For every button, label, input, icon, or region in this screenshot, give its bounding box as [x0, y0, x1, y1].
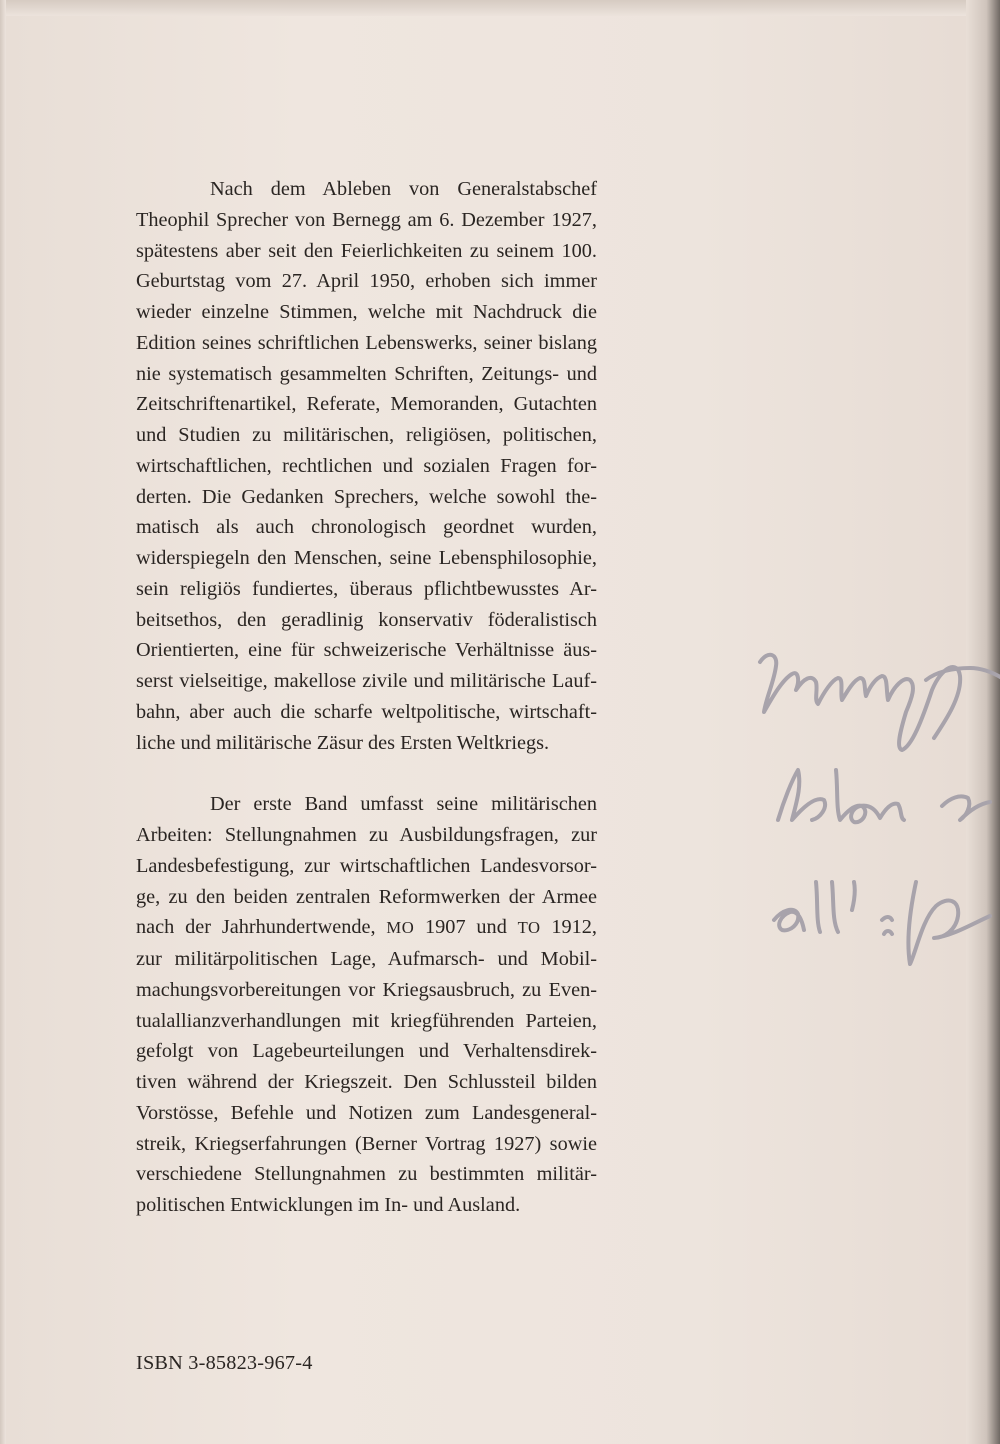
text-line: derten. Die Gedanken Sprechers, welche sowohl the- [136, 485, 597, 508]
text-line: sein religiös fundiertes, überaus pflichtbewusstes Ar- [136, 577, 597, 600]
blurb-paragraph-2 [136, 789, 597, 1221]
text-line: Nach dem Ableben von Generalstabschef [210, 178, 597, 200]
text-line: verschiedene Stellungnahmen zu bestimmten militär- [136, 1163, 597, 1186]
text-line: nie systematisch gesammelten Schriften, Zeitungs- und [136, 362, 597, 385]
text-line: gefolgt von Lagebeurteilungen und Verhaltensdirek- [136, 1040, 597, 1063]
handwriting-image [720, 620, 1000, 1000]
text-line: Edition seines schriftlichen Lebenswerks, seiner bislang [136, 331, 597, 354]
text-fragment: nach der Jahrhundertwende, [136, 916, 387, 939]
text-line: politischen Entwicklungen im In- und Ausland. [136, 1194, 521, 1216]
text-line: ge, zu den beiden zentralen Reformwerken der Armee [136, 885, 597, 908]
text-line: Vorstösse, Befehle und Notizen zum Landesgeneral- [136, 1101, 597, 1124]
blurb-text [136, 174, 597, 1221]
blurb-paragraph-1 [136, 174, 597, 758]
text-fragment: 1907 und [414, 916, 518, 939]
cover-left-edge [0, 0, 6, 1444]
text-line: widerspiegeln den Menschen, seine Lebensphilosophie, [136, 547, 597, 569]
text-line: wirtschaftlichen, rechtlichen und sozialen Fragen for- [136, 454, 597, 477]
text-line: serst vielseitige, makellose zivile und militärische Lauf- [136, 670, 597, 692]
text-line: tiven während der Kriegszeit. Den Schlussteil bilden [136, 1071, 597, 1093]
text-line: liche und militärische Zäsur des Ersten Weltkriegs. [136, 731, 550, 754]
text-line: beitsethos, den geradlinig konservativ föderalistisch [136, 608, 597, 631]
text-line: Theophil Sprecher von Bernegg am 6. Dezember 1927, [136, 208, 597, 231]
text-line: und Studien zu militärischen, religiösen, politischen, [136, 424, 597, 446]
text-fragment: 1912, [540, 916, 598, 939]
abbreviation-mo: MO [386, 918, 415, 938]
text-line: Landesbefestigung, zur wirtschaftlichen Landesvorsor- [136, 854, 597, 877]
text-line: Arbeiten: Stellungnahmen zu Ausbildungsfragen, zur [136, 824, 597, 846]
cover-top-edge [0, 0, 1000, 16]
text-line-mo-to [136, 912, 597, 944]
text-line: Der erste Band umfasst seine militärischen [210, 793, 597, 816]
text-line: machungsvorbereitungen vor Kriegsausbruch, zu Even- [136, 978, 597, 1001]
text-line: matisch als auch chronologisch geordnet wurden, [136, 516, 597, 539]
text-line: streik, Kriegserfahrungen (Berner Vortrag 1927) sowie [136, 1132, 597, 1155]
abbreviation-to: TO [517, 918, 541, 938]
text-line: tualallianzverhandlungen mit kriegführenden Parteien, [136, 1009, 597, 1032]
handwriting-watermark [720, 620, 1000, 1000]
isbn-number: ISBN 3-85823-967-4 [136, 1352, 313, 1374]
text-line: zur militärpolitischen Lage, Aufmarsch- und Mobil- [136, 948, 597, 970]
text-line: spätestens aber seit den Feierlichkeiten zu seinem 100. [136, 239, 597, 262]
text-line: bahn, aber auch die scharfe weltpolitische, wirtschaft- [136, 700, 597, 723]
text-line: wieder einzelne Stimmen, welche mit Nachdruck die [136, 301, 597, 323]
text-line: Geburtstag vom 27. April 1950, erhoben sich immer [136, 270, 597, 293]
text-line: Zeitschriftenartikel, Referate, Memoranden, Gutachten [136, 393, 597, 416]
text-line: Orientierten, eine für schweizerische Verhältnisse äus- [136, 639, 597, 662]
